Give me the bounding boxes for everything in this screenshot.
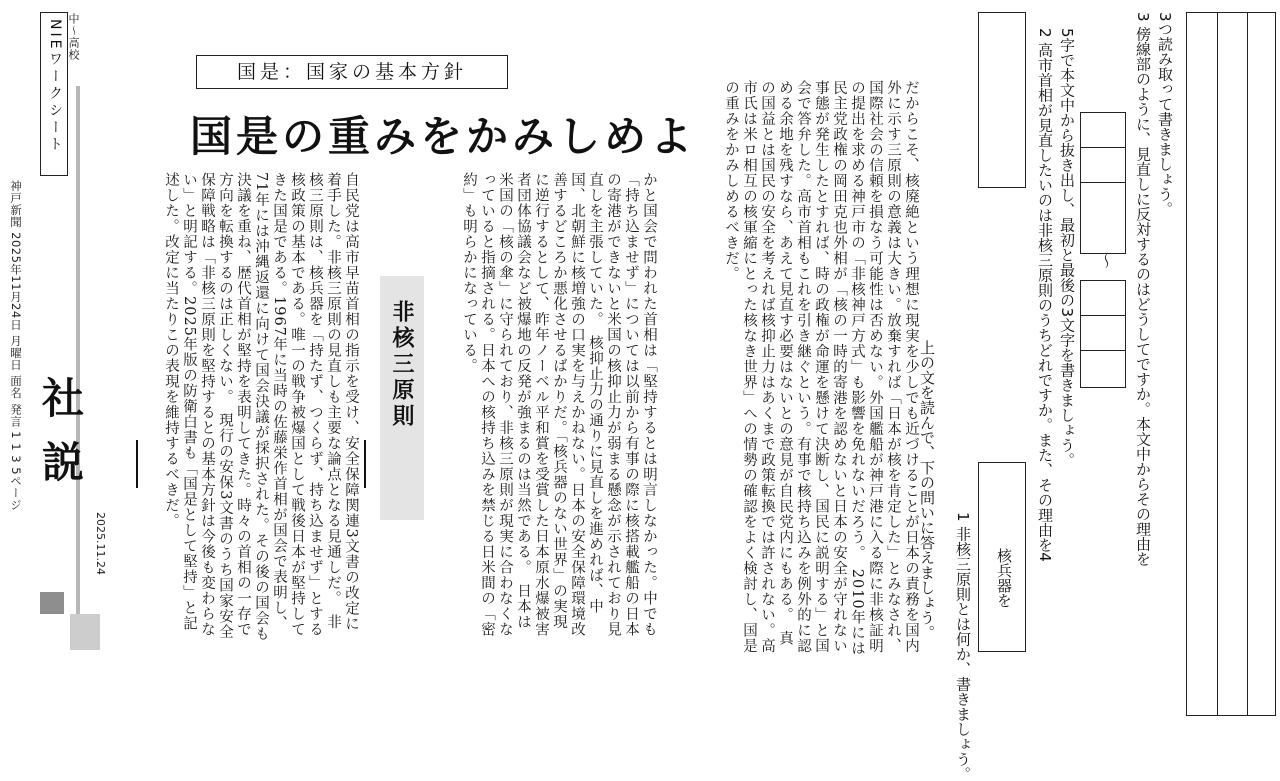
- nie-label-box: [40, 12, 80, 176]
- answer-line: [1217, 13, 1218, 715]
- section-title: 社説: [36, 376, 85, 504]
- article-column-2: かと国会で問われた首相は「堅持するとは明言しなかった。中でも「持ち込ませず」については以前から有事の際に核搭載艦船の日本の寄港ができないと米国の核抑止力が弱まる懸念が示されており見直しを主張していた。 核抑止力の通りに見直しを進めれば、中国、北朝鮮に核増強の口実を与えかねない。日本の安全保障環境改善するどころか悪化させるばかりだ。「核兵器のない世界」の実現に逆行するとして、昨年ノーベル平和賞を受賞した日本原水爆被害者団体協議会など被爆地の反発が強まるのは当然である。 日本は米国の「核の傘」に守られており、非核三原則が現実に合わなくなっていると指摘される。日本への核持ち込みを禁じる日米間の「密約」も明らかになっている。: [461, 172, 657, 637]
- answer-cell[interactable]: [1081, 351, 1125, 385]
- question-3-line-1: 3 傍線部のように、見直しに反対するのはどうしてですか。本文中からその理由を: [1134, 12, 1152, 567]
- article-column-1: 自民党は高市早苗首相の指示を受け、安全保障関連3文書の改定に着手した。非核三原則の見直しも主要な論点となる見通しだ。 非核三原則は、核兵器を「持たず、つくらず、持ち込ませず」とする核政策の基本である。唯一の戦争被爆国として戦後日本が堅持してきた国是である。1967年に当時の佐藤栄作首相が国会で表明し、71年には沖縄返還に向けて国会決議が採択された。その後の国会も決議を重ね、歴代首相が堅持を表明してきた。時々の首相の一存で方向を転換するのは正しくない。 現行の安保3文書のうち国家安全保障戦略は「非核三原則を堅持するとの基本方針は今後も変わらない」と明記する。2025年版の防衛白書も「国是として堅持」と記述した。改定に当たりこの表現を維持するべきだ。: [163, 172, 359, 642]
- source-line: 神戸新聞 2025年11月24日 月曜日 面名 発言 1 1 3 5ページ: [9, 180, 23, 512]
- margin-bar: [76, 86, 80, 616]
- answer-cell[interactable]: [1081, 113, 1125, 148]
- nie-label: NIEワークシート: [47, 19, 63, 154]
- decor-square-dark: [40, 592, 64, 614]
- decor-square-light: [70, 614, 100, 650]
- definition-box: 国是：国家の基本方針: [196, 55, 508, 89]
- subheading: 非核三原則: [389, 300, 415, 430]
- answer-cell[interactable]: [1081, 148, 1125, 183]
- nie-sublabel: 中〜高校: [67, 13, 80, 61]
- question-2-line-1: 2 高市首相が見直したいのは非核三原則のうちどれですか。また、その理由を4: [1036, 28, 1054, 562]
- article-date: 2025.11.24: [94, 512, 107, 575]
- answer-cell[interactable]: [1081, 281, 1125, 316]
- question-3-line-2: 3つ読み取って書きましょう。: [1156, 12, 1174, 217]
- question-2-line-2: 5字で本文中から抜き出し、最初と最後の3文字を書きましょう。: [1058, 28, 1076, 468]
- underline-marker: [136, 440, 366, 488]
- question-1-answer-prefix: 核兵器を: [995, 548, 1013, 608]
- instruction: 上の文を読んで、下の問いに答えましょう。: [918, 340, 936, 640]
- question-1-answer-field[interactable]: [978, 12, 1026, 188]
- article-column-3: だからこそ、核廃絶という理想に現実を少しでも近づけることが日本の責務を国内外に示す三原則の意義は大きい。放棄すれば「日本が核を肯定した」とみなされ、国際社会の信頼を損なう可能性は否めない。外国艦船が神戸港に入る際に非核証明の提出を求める神戸市の「非核神戸方式」も影響を免れないだろう。 2010年には民主党政権の岡田克也外相が「核の一時的寄港を認めないと日本の安全が守れない事態が発生したとすれば、時の政権が命運を懸けて決断し、国民に説明する」と国会で答弁した。高市首相もこれを引き継ぐという。有事で核持ち込みを例外的に認める余地を残すなら、あえて見直す必要はないとの意見が自民党内にもある。 真の国益とは国民の安全を考えれば核抑止力はあくまで政策転換では許されない。高市氏は米ロ相互の核軍縮にとった核なき世界」への情勢の確認をよく検討し、国是の重みをかみしめるべきだ。: [723, 80, 919, 657]
- range-tilde: 〜: [1096, 253, 1115, 269]
- answer-line: [1247, 13, 1248, 715]
- question-3-answer-lines[interactable]: [1186, 12, 1276, 716]
- answer-cell[interactable]: [1081, 183, 1125, 217]
- question-1: 1 非核三原則とは何か、書きましょう。: [954, 512, 972, 781]
- headline: 国是の重みをかみしめよ: [190, 112, 697, 161]
- answer-cell[interactable]: [1081, 316, 1125, 351]
- question-2-first-chars-grid[interactable]: [1080, 112, 1126, 254]
- question-2-last-chars-grid[interactable]: [1080, 280, 1126, 388]
